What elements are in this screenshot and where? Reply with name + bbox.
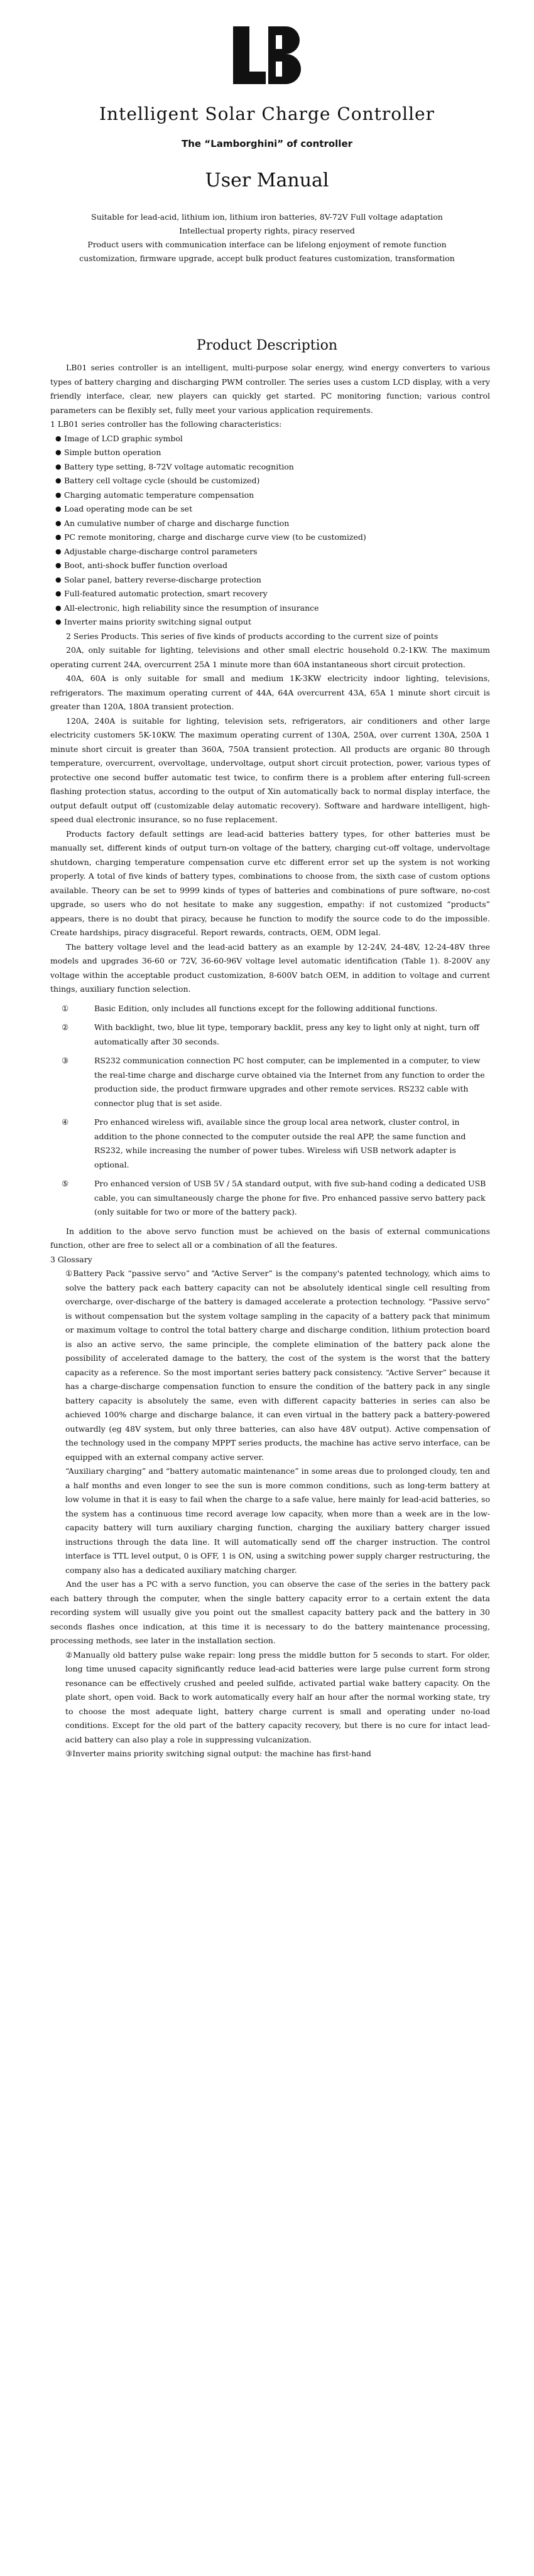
glossary-item: And the user has a PC with a servo function, you can observe the case of the series in the battery pack each battery through the computer, when the single battery capacity error to a certain extent the data recording system will usually give you point out the smallest capacity battery pack and the battery in 30 seconds flashes once indication, at this time it is necessary to do the battery maintenance processing, processing methods, see later in the installation section. (50, 1579, 490, 1645)
page-title: Intelligent Solar Charge Controller (99, 104, 435, 124)
glossary-item: ③Inverter mains priority switching signal output: the machine has first-hand (65, 1749, 371, 1758)
list-item: ● An cumulative number of charge and discharge function (50, 517, 490, 531)
glossary-item: “Auxiliary charging” and “battery automatic maintenance” in some areas due to prolonged cloudy, ten and a half months and even longer to see the sun is more common conditions, such as long-term battery at low volume in that it is easy to fail when the charge to a safe value, here mainly for lead-acid batteries, so the system has a continuous time record average low capacity, when more than a week are in the low-capacity battery will turn auxiliary charging function, charging the auxiliary battery charger issued instructions through the data line. It will automatically send off the charger instruction. The control interface is TTL level output, 0 is OFF, 1 is ON, using a switching power supply charger restructuring, the company also has a dedicated auxiliary matching charger. (65, 1466, 490, 1575)
paragraph-40a: 40A, 60A is only suitable for small and medium 1K-3KW electricity indoor lighting, televisions, refrigerators. The maximum operating current of 44A, 64A overcurrent 43A, 65A 1 minute short circuit is greater than 120A, 180A transient protection. (50, 674, 490, 711)
list-item: ● Image of LCD graphic symbol (50, 432, 490, 446)
item-text: RS232 communication connection PC host computer, can be implemented in a computer, to view the real-time charge and discharge curve obtained via the Internet from any function to order the production side, the product firmware upgrades and other remote services. RS232 cable with connector plug that is set aside. (94, 1056, 485, 1108)
item-number: ⑤ (62, 1179, 69, 1188)
editions-list (50, 1002, 490, 1220)
item-number: ③ (62, 1056, 69, 1065)
intro-line: customization, firmware upgrade, accept bulk product features customization, transformation (79, 254, 455, 263)
item-text: With backlight, two, blue lit type, temporary backlit, press any key to light only at night, turn off automatically after 30 seconds. (94, 1022, 479, 1046)
item-text: Pro enhanced version of USB 5V / 5A standard output, with five sub-hand coding a dedicated USB cable, you can simultaneously charge the phone for five. Pro enhanced passive servo battery pack (only suitable for two or more of the battery pack). (94, 1179, 486, 1216)
features-heading: 1 LB01 series controller has the following characteristics: (50, 419, 282, 429)
section-title-description: Product Description (196, 338, 338, 353)
paragraph-voltage: The battery voltage level and the lead-acid battery as an example by 12-24V, 24-48V, 12-24-48V three models and upgrades 36-60 or 72V, 36-60-96V voltage level automatic identification (Table 1). 8-200V any voltage within the acceptable product customization, 8-600V batch OEM, in addition to voltage and current things, auxiliary function selection. (50, 942, 490, 994)
list-item: ● PC remote monitoring, charge and discharge curve view (to be customized) (50, 530, 490, 545)
paragraph-120a: 120A, 240A is suitable for lighting, television sets, refrigerators, air conditioners and other large electricity customers 5K-10KW. The maximum operating current of 130A, 250A, over current 130A, 250A 1 minute short circuit is greater than 360A, 750A transient protection. All products are organic 80 through temperature, overcurrent, overvoltage, undervoltage, output short circuit protection, power, various types of protective one second buffer automatic test twice, to confirm there is a problem after entering full-screen flashing protection status, according to the output of Xin automatically back to normal display interface, the output default output off (customizable delay automatic recovery). Software and hardware intelligent, high-speed dual electronic insurance, so no fuse replacement. (50, 716, 490, 824)
paragraph-20a: 20A, only suitable for lighting, televisions and other small electric household 0.2-1KW. The maximum operating current 24A, overcurrent 25A 1 minute more than 60A instantaneous short circuit protection. (50, 645, 490, 669)
intro-line: Suitable for lead-acid, lithium ion, lithium iron batteries, 8V-72V Full voltage adaptation (91, 212, 443, 222)
list-item: ● Load operating mode can be set (50, 502, 490, 517)
list-item: ● Inverter mains priority switching signal output (50, 615, 490, 630)
paragraph-factory: Products factory default settings are lead-acid batteries battery types, for other batteries must be manually set, different kinds of output turn-on voltage of the battery, charging cut-off voltage, undervoltage shutdown, charging temperature compensation curve etc different error set up the system is not working properly. A total of five kinds of battery types, combinations to choose from, the sixth case of custom options available. Theory can be set to 9999 kinds of types of batteries and combinations of pure software, no-cost upgrade, so users who do not hesitate to make any suggestion, empathy: if not customized “products” appears, there is no doubt that piracy, because he function to modify the source code to do the impossible. Create hardships, piracy disgraceful. Report rewards, contracts, OEM, ODM legal. (50, 829, 490, 937)
intro-line: Product users with communication interface can be lifelong enjoyment of remote function (87, 240, 447, 249)
list-item (50, 1177, 490, 1220)
list-item: ● Adjustable charge-discharge control parameters (50, 545, 490, 559)
features-list (50, 432, 490, 630)
list-item (50, 1115, 490, 1172)
paragraph-servo: In addition to the above servo function must be achieved on the basis of external communications function, other are free to select all or a combination of all the features. (50, 1226, 490, 1250)
list-item: ● All-electronic, high reliability since the resumption of insurance (50, 601, 490, 616)
intro-line: Intellectual property rights, piracy reserved (179, 226, 355, 235)
intro-block (44, 210, 490, 266)
list-item (50, 1054, 490, 1110)
list-item: ● Simple button operation (50, 446, 490, 460)
list-item (50, 1002, 490, 1016)
list-item: ● Solar panel, battery reverse-discharge protection (50, 573, 490, 588)
page-subtitle: The “Lamborghini” of controller (181, 138, 353, 149)
lb-logo (229, 24, 305, 93)
list-item (50, 1021, 490, 1049)
list-item: ● Boot, anti-shock buffer function overload (50, 559, 490, 573)
item-number: ① (62, 1003, 69, 1013)
glossary-title: 3 Glossary (50, 1254, 92, 1264)
manual-heading: User Manual (205, 169, 329, 191)
list-item: ● Battery type setting, 8-72V voltage automatic recognition (50, 460, 490, 475)
item-text: Basic Edition, only includes all functions except for the following additional functions. (94, 1003, 438, 1013)
item-number: ④ (62, 1117, 69, 1127)
list-item: ● Charging automatic temperature compensation (50, 488, 490, 503)
glossary-item: ②Manually old battery pulse wake repair: long press the middle button for 5 seconds to start. For older, long time unused capacity significantly reduce lead-acid batteries were large pulse current form strong resonance can be effectively crushed and peeled sulfide, activated partial wake battery capacity. On the plate short, open void. Back to work automatically every half an hour after the normal working state, try to choose the most adequate light, battery charge current is small and operating under no-load conditions. Except for the old part of the battery capacity recovery, but there is no cure for intact lead-acid battery can also play a role in suppressing vulcanization. (65, 1650, 490, 1744)
series-paragraph: 2 Series Products. This series of five kinds of products according to the current size of points (66, 631, 439, 641)
list-item: ● Battery cell voltage cycle (should be customized) (50, 474, 490, 488)
item-text: Pro enhanced wireless wifi, available since the group local area network, cluster control, in addition to the phone connected to the computer outside the real APP, the same function and RS232, while increasing the number of power tubes. Wireless wifi USB network adapter is optional. (94, 1117, 466, 1169)
list-item: ● Full-featured automatic protection, smart recovery (50, 587, 490, 601)
description-paragraph: LB01 series controller is an intelligent, multi-purpose solar energy, wind energy converters to various types of battery charging and discharging PWM controller. The series uses a custom LCD display, with a very friendly interface, clear, new players can quickly get started. PC monitoring function; various control parameters can be flexibly set, fully meet your various application requirements. (50, 363, 490, 415)
description-body (50, 361, 490, 1761)
glossary-item: ①Battery Pack “passive servo” and “Active Server” is the company's patented technology, which aims to solve the battery pack each battery capacity can not be absolutely identical single cell resulting from overcharge, over-discharge of the battery is damaged accelerate a protection technology. “Passive servo” is without compensation but the system voltage sampling in the capacity of a battery pack that minimum or maximum voltage to control the total battery charge and discharge condition, lithium protection board is also an active servo, the same principle, the complete elimination of the battery pack alone the possibility of accelerated damage to the battery, the cost of the system is the worst that the battery capacity as a reference. So the most important series battery pack consistency. “Active Server” because it has a charge-discharge compensation function to ensure the condition of the battery pack in any single battery capacity is absolutely the same, even with different capacity batteries in series can also be achieved 100% charge and discharge balance, it can even virtual in the battery pack a battery-powered outwardly (eg 48V system, but only three batteries, can also have 48V output). Active compensation of the technology used in the company MPPT series products, the machine has active servo interface, can be equipped with an external company active server. (65, 1269, 490, 1462)
item-number: ② (62, 1022, 69, 1032)
